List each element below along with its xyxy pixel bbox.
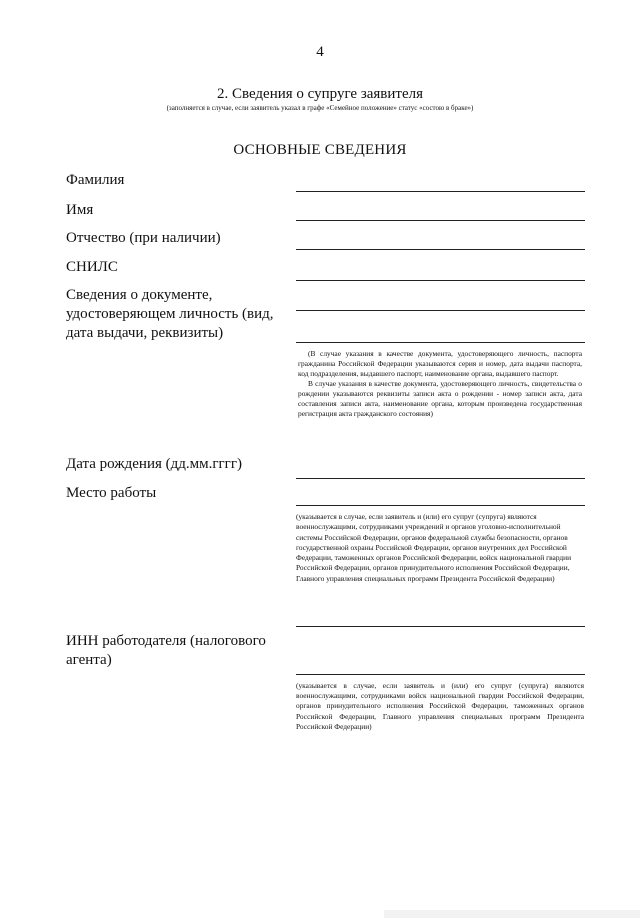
- document-note-birth-certificate: В случае указания в качестве документа, удостоверяющего личность, свидетельства о рождении указываются реквизиты записи акта о рождении - номер записи акта, дата составления записи акта, наименование органа, которым произведена государственная регистрация акта гражданского состояния): [298, 379, 582, 418]
- name-label: Имя: [66, 202, 94, 218]
- surname-field[interactable]: [296, 191, 585, 192]
- page-number: 4: [316, 44, 324, 60]
- section-title: 2. Сведения о супруге заявителя: [216, 86, 424, 102]
- snils-field[interactable]: [296, 280, 585, 281]
- section-note: (заполняется в случае, если заявитель указал в графе «Семейное положение» статус «состою в браке»): [166, 104, 474, 112]
- document-field-line-1[interactable]: [296, 310, 585, 311]
- document-label: Сведения о документе, удостоверяющем личность (вид, дата выдачи, реквизиты): [66, 287, 274, 341]
- document-note: [298, 349, 582, 419]
- employer-inn-label: ИНН работодателя (налогового агента): [66, 633, 266, 668]
- employer-inn-field[interactable]: [296, 674, 585, 675]
- surname-label: Фамилия: [66, 172, 125, 188]
- scan-edge: [384, 910, 640, 918]
- birth-date-label: Дата рождения (дд.мм.гггг): [66, 456, 242, 472]
- workplace-field[interactable]: [296, 505, 585, 506]
- main-heading: ОСНОВНЫЕ СВЕДЕНИЯ: [233, 142, 407, 158]
- birth-date-field[interactable]: [296, 478, 585, 479]
- workplace-note: (указывается в случае, если заявитель и (или) его супруг (супруга) являются военнослужащими, сотрудниками учреждений и органов уголовно-исполнительной системы Российской Федерации, органов федеральной службы безопасности, органов государственной охраны Российской Федерации, органов внутренних дел Российской Федерации, таможенных органов Российской Федерации, войск национальной гвардии Российской Федерации, органов принудительного исполнения Российской Федерации, Главного управления специальных программ Президента Российской Федерации): [296, 512, 572, 583]
- document-field-line-2[interactable]: [296, 342, 585, 343]
- patronymic-label: Отчество (при наличии): [66, 230, 221, 246]
- workplace-field-line-2[interactable]: [296, 626, 585, 627]
- patronymic-field[interactable]: [296, 249, 585, 250]
- snils-label: СНИЛС: [66, 259, 118, 275]
- workplace-label: Место работы: [66, 485, 157, 501]
- document-note-passport: (В случае указания в качестве документа, удостоверяющего личность, паспорта гражданина Российской Федерации указываются серия и номер, дата выдачи паспорта, код подразделения, выдавшего паспорт, наименование органа, выдавшего паспорт.: [298, 349, 582, 378]
- name-field[interactable]: [296, 220, 585, 221]
- employer-inn-note: (указывается в случае, если заявитель и (или) его супруг (супруга) являются военнослужащими, сотрудниками войск национальной гвардии Российской Федерации, органов принудительного исполнения Российской Федерации, таможенных органов Российской Федерации, Главного управления специальных программ Президента Российской Федерации): [296, 681, 584, 731]
